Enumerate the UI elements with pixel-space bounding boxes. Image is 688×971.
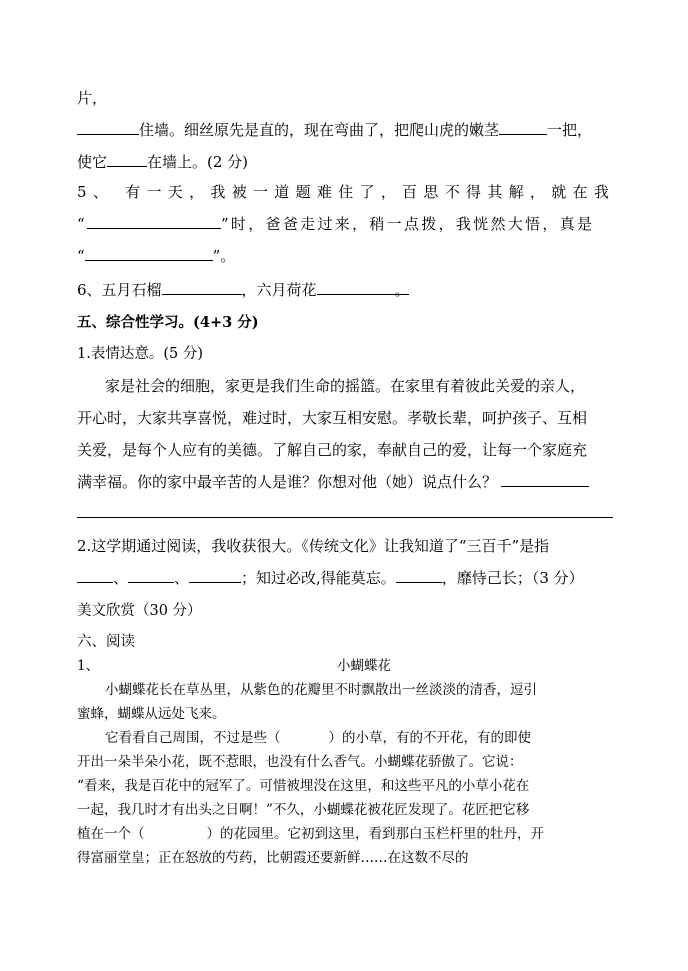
blank-q5-2[interactable]	[85, 246, 213, 261]
section5-q1-title	[77, 344, 203, 364]
q5-line2-open: “	[77, 215, 87, 233]
reading-title-text: 美文欣赏（30 分）	[77, 603, 202, 619]
story-p2-l5	[77, 824, 544, 844]
q5-line3	[77, 246, 235, 266]
q5-line1	[77, 182, 615, 202]
story-p2-l1	[105, 728, 531, 748]
story-p2-l1a-text: 它看看自己周围，不过是些（	[105, 730, 281, 746]
story-p1-l1-text: 小蝴蝶花长在草丛里，从紫色的花瓣里不时飘散出一丝淡淡的清香，逗引	[105, 682, 537, 698]
q2-end: ，靡恃己长；（3 分）	[441, 569, 584, 587]
blank-q6-2[interactable]	[317, 280, 395, 295]
story-title	[337, 656, 391, 676]
section5-title	[77, 313, 259, 333]
story-title-text: 小蝴蝶花	[337, 658, 391, 674]
q6-text-b: ，六月荷花	[241, 281, 317, 299]
section5-q2-line1	[77, 536, 549, 556]
blank-s5-q2-2[interactable]	[128, 568, 174, 583]
q5-line3-close: ”。	[212, 247, 236, 265]
section5-q1-p4-text: 满幸福。你的家中最辛苦的人是谁？你想对他（她）说点什么？	[77, 473, 498, 491]
story-p2-l3	[77, 776, 529, 796]
reading-num-text: 1、	[77, 658, 100, 674]
section5-q2-line1-text: 2.这学期通过阅读，我收获很大。《传统文化》让我知道了“三百千”是指	[77, 537, 550, 555]
q4-line1-text: 片，	[77, 89, 108, 107]
blank-s5-q2-4[interactable]	[396, 568, 442, 583]
q2-sep1: 、	[113, 569, 129, 587]
q4-line1	[77, 88, 107, 108]
story-p2-l3-text: “看来，我是百花中的冠军了。可惜被埋没在这里，和这些平凡的小草小花在	[77, 778, 530, 794]
story-p1-l1	[105, 680, 537, 700]
q5-line3-open: “	[77, 247, 85, 265]
blank-q5-1[interactable]	[87, 214, 221, 229]
section5-q1-p3	[77, 440, 587, 460]
q6-line	[77, 280, 409, 300]
q6-text-c: 。	[394, 281, 410, 299]
q4-line3-text-b: 在墙上。(2 分)	[147, 153, 249, 171]
story-p1-l2-text: 蜜蜂，蝴蝶从远处飞来。	[77, 706, 226, 722]
blank-q4-1[interactable]	[77, 120, 139, 135]
section5-title-text: 五、综合性学习。(4+3 分)	[77, 314, 259, 331]
q2-sep2: 、	[174, 569, 190, 587]
blank-s5-q2-1[interactable]	[77, 568, 113, 583]
story-p2-l5a-text: 植在一个（	[77, 826, 145, 842]
blank-s5-q2-3[interactable]	[189, 568, 241, 583]
q5-line2	[77, 214, 594, 234]
q4-line2-text-a: 住墙。细丝原先是直的，现在弯曲了，把爬山虎的嫩茎	[139, 121, 500, 139]
q4-line2-text-b: 一把，	[547, 121, 593, 139]
q4-line3	[77, 152, 248, 172]
section5-q1-p2-text: 开心时，大家共享喜悦，难过时，大家互相安慰。孝敬长辈，呵护孩子、互相	[77, 409, 588, 427]
section5-q2-line2	[77, 568, 584, 588]
q5-line2-close: ”时，爸爸走过来，稍一点拨，我恍然大悟，真是	[220, 215, 595, 233]
story-p2-l6-text: 得富丽堂皇；正在怒放的芍药，比朝霞还要新鲜……在这数不尽的	[77, 850, 469, 866]
story-p1-l2	[77, 704, 226, 724]
section5-q1-p1-text: 家是社会的细胞，家更是我们生命的摇篮。在家里有着彼此关爱的亲人，	[105, 377, 586, 395]
blank-s5-q1-1[interactable]	[501, 472, 589, 487]
story-p2-l1b-text: ）的小草，有的不开花，有的即使	[328, 730, 531, 746]
blank-q4-2[interactable]	[499, 120, 547, 135]
section5-q1-p1	[105, 376, 585, 396]
story-p2-l4-text: 一起，我几时才有出头之日啊！”不久，小蝴蝶花被花匠发现了。花匠把它移	[77, 802, 530, 818]
q2-mid: ；知过必改,得能莫忘。	[241, 569, 396, 587]
story-p2-l2	[77, 752, 523, 772]
q5-line1-text: 5、 有一天，我被一道题难住了，百思不得其解，就在我	[77, 183, 616, 201]
story-p2-l4	[77, 800, 529, 820]
blank-q4-3[interactable]	[107, 152, 147, 167]
section5-q1-p3-text: 关爱，是每个人应有的美德。了解自己的家，奉献自己的爱，让每一个家庭充	[77, 441, 588, 459]
reading-subtitle	[77, 632, 135, 652]
story-p2-l5b-text: ）的花园里。它初到这里，看到那白玉栏杆里的牡丹，开	[206, 826, 544, 842]
story-p2-l6	[77, 848, 469, 868]
section5-q1-p4	[77, 472, 589, 492]
story-p2-l2-text: 开出一朵半朵小花，既不惹眼，也没有什么香气。小蝴蝶花骄傲了。它说：	[77, 754, 523, 770]
reading-title	[77, 601, 202, 621]
reading-subtitle-text: 六、阅读	[77, 634, 135, 650]
blank-s5-q1-answer-line[interactable]	[77, 517, 613, 518]
blank-q6-1[interactable]	[162, 280, 242, 295]
q6-text-a: 6、五月石榴	[77, 281, 162, 299]
reading-num	[77, 656, 99, 676]
q4-line3-text-a: 使它	[77, 153, 108, 171]
section5-q1-title-text: 1.表情达意。(5 分)	[77, 346, 203, 362]
section5-q1-p2	[77, 408, 587, 428]
q4-line2	[77, 120, 592, 140]
